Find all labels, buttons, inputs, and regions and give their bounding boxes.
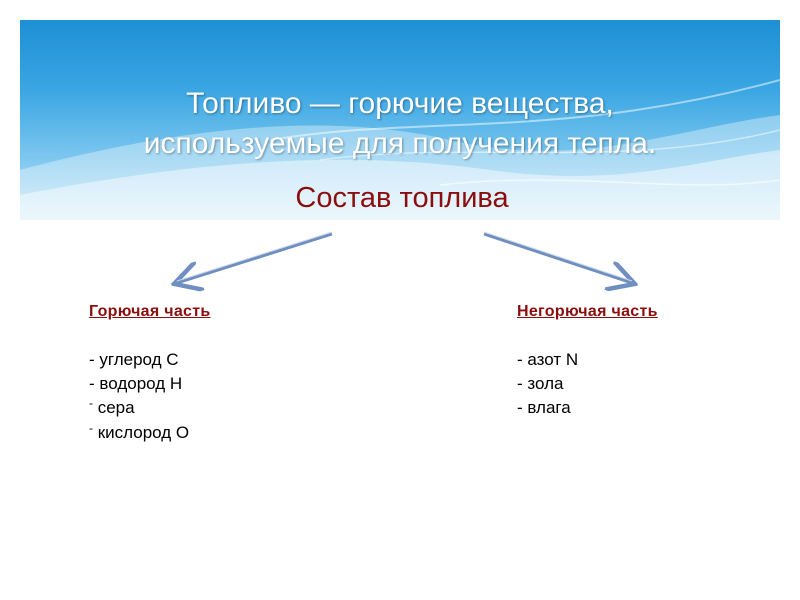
item-text: кислород О <box>93 423 190 442</box>
item-dash: - <box>517 374 523 393</box>
slide-subtitle: Состав топлива <box>295 182 509 214</box>
item-dash: - <box>517 350 523 369</box>
item-dash: - <box>89 421 93 435</box>
list-item <box>89 372 211 396</box>
item-dash: - <box>517 398 523 417</box>
title-line-1: Топливо — горючие вещества, <box>186 87 614 120</box>
arrow-down-left-icon <box>177 232 332 283</box>
combustible-part-heading: Горючая часть <box>89 303 211 320</box>
list-item <box>89 348 211 372</box>
item-text: азот N <box>522 350 579 369</box>
list-item <box>517 396 658 420</box>
item-text: влага <box>522 398 571 417</box>
item-text: углерод С <box>94 350 179 369</box>
item-text: зола <box>522 374 564 393</box>
list-item <box>89 421 211 446</box>
item-text: водород Н <box>94 374 183 393</box>
item-dash: - <box>89 350 95 369</box>
non-combustible-part-heading: Негорючая часть <box>517 303 658 320</box>
item-dash: - <box>89 396 93 410</box>
combustible-part-column <box>89 300 211 446</box>
list-item <box>517 372 658 396</box>
list-item <box>89 396 211 421</box>
list-item <box>517 348 658 372</box>
title-line-2: используемые для получения тепла. <box>143 127 657 160</box>
non-combustible-part-column <box>517 300 658 420</box>
item-text: сера <box>93 398 135 417</box>
arrow-down-right-icon <box>484 232 632 283</box>
item-dash: - <box>89 374 95 393</box>
